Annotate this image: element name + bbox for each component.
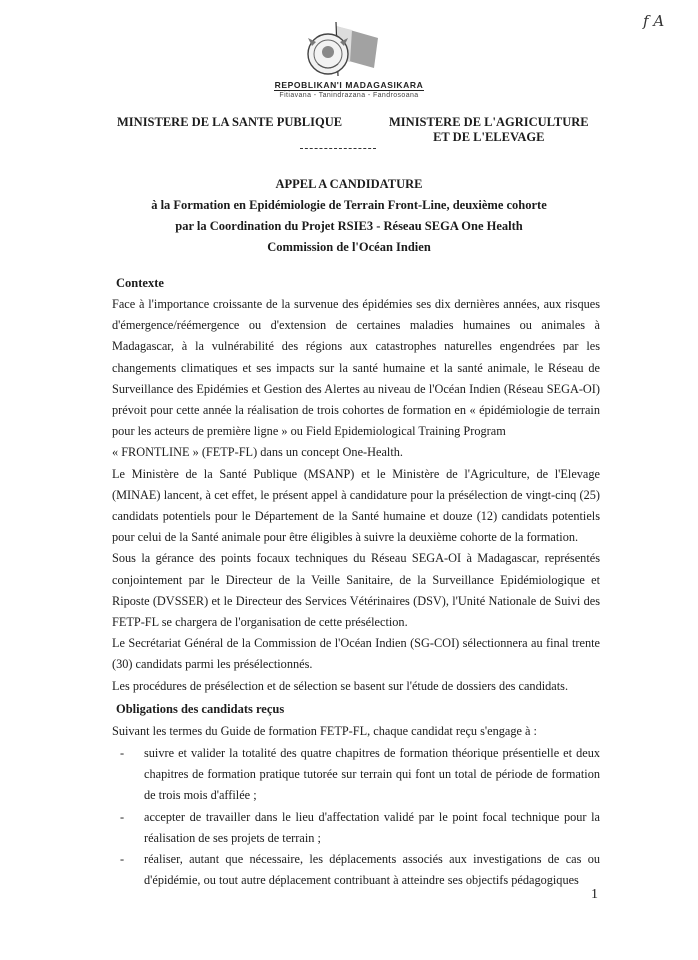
obligation-item bbox=[120, 743, 600, 807]
ministry-agriculture-line2: ET DE L'ELEVAGE bbox=[433, 130, 545, 144]
page-number: 1 bbox=[591, 887, 598, 902]
obligations-intro: Suivant les termes du Guide de formation FETP-FL, chaque candidat reçu s'engage à : bbox=[112, 724, 537, 738]
obligation-text: accepter de travailler dans le lieu d'affectation validé par le point focal technique pour la réalisation de ses projets de terrain ; bbox=[144, 809, 600, 845]
header-divider bbox=[300, 148, 376, 149]
context-body bbox=[112, 294, 600, 697]
obligation-text: réaliser, autant que nécessaire, les déplacements associés aux investigations de cas ou d'épidémie, ou tout autre déplacement contribuant à atteindre ses objectifs pédagogiques bbox=[144, 852, 600, 888]
bullet-dash: - bbox=[120, 852, 125, 867]
announcement-line3: par la Coordination du Projet RSIE3 - Réseau SEGA One Health bbox=[175, 219, 523, 233]
context-paragraph: Le Ministère de la Santé Publique (MSANP) et le Ministère de l'Agriculture, de l'Elevage (MINAE) lancent, à cet effet, le présent appel à candidature pour la présélection de vingt-cinq (25) candidats potentiels pour le Département de la Santé humaine et douze (12) candidats potentiels pour celui de la Santé animale pour être éligibles à suivre la deuxième cohorte de la formation. bbox=[112, 466, 600, 545]
announcement-line2: à la Formation en Epidémiologie de Terrain Front-Line, deuxième cohorte bbox=[151, 198, 547, 212]
announcement-title: APPEL A CANDIDATURE bbox=[275, 177, 423, 191]
obligations-title: Obligations des candidats reçus bbox=[116, 702, 285, 716]
republic-motto: Fitiavana - Tanindrazana - Fandrosoana bbox=[279, 92, 419, 99]
context-paragraph: Face à l'importance croissante de la survenue des épidémies ses dix dernières années, aux risques d'émergence/réémergence ou d'extension de certaines maladies humaines ou animales à Madagascar, à la vulnérabilité des régions aux catastrophes naturelles engendrées par les changements climatiques et ses impacts sur la santé humaine et la santé animale, le Réseau de Surveillance des Epidémies et Gestion des Alertes au niveau de l'Océan Indien (Réseau SEGA-OI) prévoit pour cette année la réalisation de trois cohortes de formation en « épidémiologie de terrain pour les acteurs de première ligne » ou Field Epidemiological Training Program bbox=[112, 297, 600, 439]
obligation-item bbox=[120, 807, 600, 849]
context-paragraph: « FRONTLINE » (FETP-FL) dans un concept One-Health. bbox=[112, 445, 403, 460]
obligations-list bbox=[120, 743, 600, 891]
madagascar-emblem-icon bbox=[300, 18, 380, 80]
context-title: Contexte bbox=[116, 276, 164, 290]
ministry-agriculture-line1: MINISTERE DE L'AGRICULTURE bbox=[389, 115, 589, 129]
obligation-text: suivre et valider la totalité des quatre chapitres de formation théorique présentielle et deux chapitres de formation pratique tutorée sur terrain qui font un total de période de formation de trois mois d'affilée ; bbox=[144, 746, 600, 803]
announcement-heading bbox=[0, 174, 698, 258]
ministry-agriculture bbox=[389, 115, 589, 145]
bullet-dash: - bbox=[120, 746, 125, 760]
handwritten-annotation: f A bbox=[643, 12, 665, 30]
bullet-dash: - bbox=[120, 809, 125, 824]
obligation-item bbox=[120, 849, 600, 891]
context-paragraph: Les procédures de présélection et de sélection se basent sur l'étude de dossiers des candidats. bbox=[112, 678, 569, 693]
ministry-health: MINISTERE DE LA SANTE PUBLIQUE bbox=[117, 115, 343, 129]
context-paragraph: Le Secrétariat Général de la Commission de l'Océan Indien (SG-COI) sélectionnera au final trente (30) candidats parmi les présélectionnés. bbox=[112, 636, 600, 672]
republic-name: REPOBLIKAN'I MADAGASIKARA bbox=[274, 80, 424, 90]
announcement-line4: Commission de l'Océan Indien bbox=[267, 240, 431, 254]
context-paragraph: Sous la gérance des points focaux techniques du Réseau SEGA-OI à Madagascar, représentés conjointement par le Directeur de la Veille Sanitaire, de la Surveillance Epidémiologique et Riposte (DVSSER) et le Directeur des Services Vétérinaires (DSV), l'Unité Nationale de Suivi des FETP-FL se chargera de l'organisation de cette présélection. bbox=[112, 551, 600, 630]
